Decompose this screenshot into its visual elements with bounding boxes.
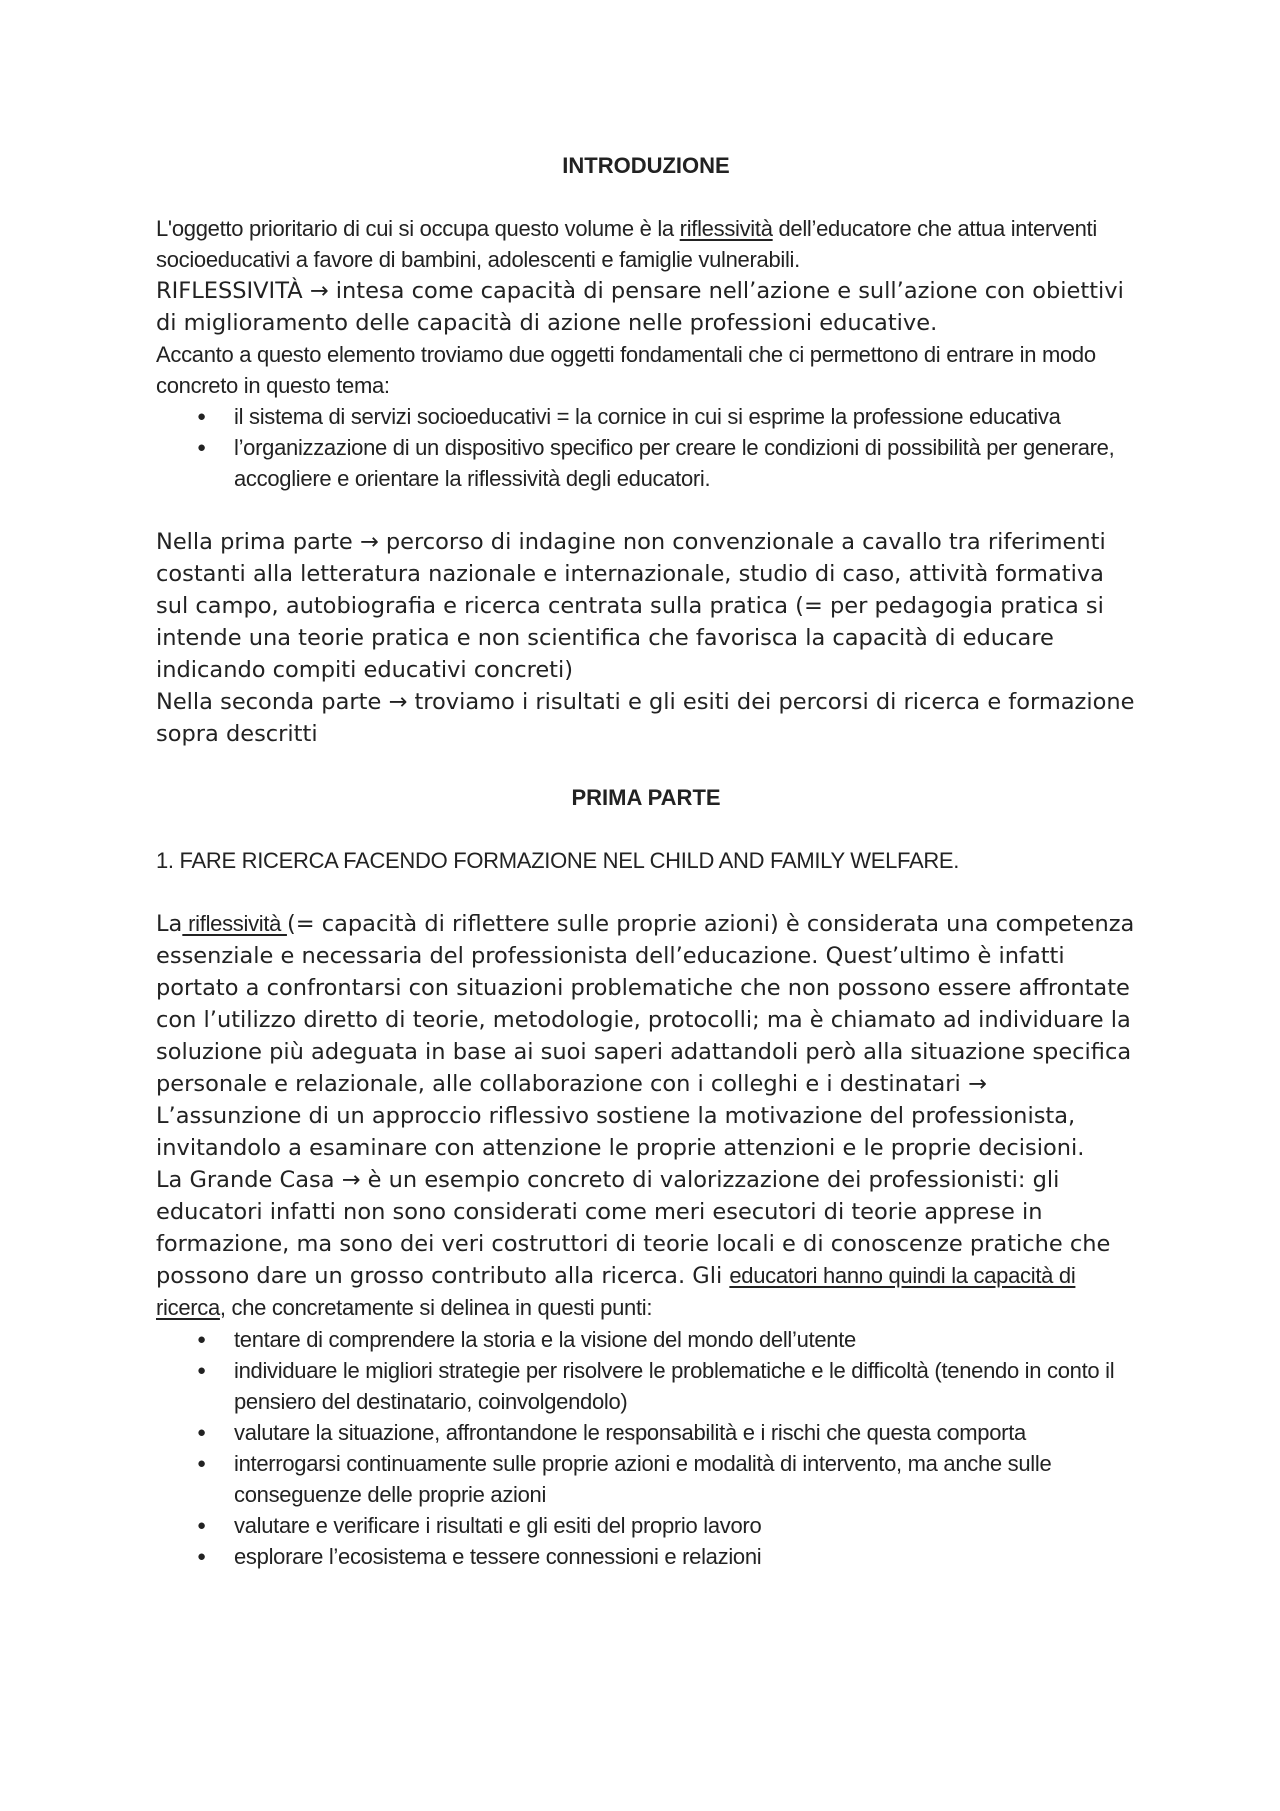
bullet-icon: ● xyxy=(197,1455,206,1472)
list-item xyxy=(156,401,1136,432)
part1-p1-text-b: (= capacità di riflettere sulle proprie azioni) è considerata una competenza essenziale e necessaria del professionista dell’educazione. Quest’ultimo è infatti portato a confrontarsi con situazioni problematiche che non possono essere affrontate con l’utilizzo diretto di teorie, metodologie, protocolli; ma è chiamato ad individuare la soluzione più adeguata in base ai suoi saperi adattandoli però alla situazione specifica personale e relazionale, alle collaborazione con i colleghi e i destinatari → L’assunzione di un approccio riflessivo sostiene la motivazione del professionista, invitandolo a esaminare con attenzione le proprie attenzioni e le proprie decisioni. xyxy=(156,911,1135,1161)
bullet-icon: ● xyxy=(197,1362,206,1379)
list-item-text: interrogarsi continuamente sulle proprie azioni e modalità di intervento, ma anche sulle conseguenze delle proprie azioni xyxy=(234,1451,1052,1507)
list-item xyxy=(156,1510,1136,1541)
list-item xyxy=(156,1324,1136,1355)
intro-bullet-list xyxy=(156,401,1136,494)
intro-paragraph-5: Nella seconda parte → troviamo i risultati e gli esiti dei percorsi di ricerca e formazione sopra descritti xyxy=(156,689,1135,747)
research-capacity-text: educatori hanno quindi la capacità di ricerca xyxy=(156,1263,1076,1320)
document-page xyxy=(156,150,1136,1572)
intro-paragraph-4: Nella prima parte → percorso di indagine non convenzionale a cavallo tra riferimenti costanti alla letteratura nazionale e internazionale, studio di caso, attività formativa sul campo, autobiografia e ricerca centrata sulla pratica (= per pedagogia pratica si intende una teorie pratica e non scientifica che favorisca la capacità di educare indicando compiti educativi concreti) xyxy=(156,529,1106,683)
part1-p2-text-b: , che concretamente si delinea in questi punti: xyxy=(219,1295,653,1320)
intro-paragraph-1 xyxy=(156,213,1136,275)
part1-p1-text-a: La xyxy=(156,911,183,937)
list-item-text: l’organizzazione di un dispositivo specifico per creare le condizioni di possibilità per generare, accogliere e orientare la riflessività degli educatori. xyxy=(234,435,1115,491)
bullet-icon: ● xyxy=(197,1517,206,1534)
reflexivity-term-text: riflessività xyxy=(182,911,287,936)
list-item xyxy=(156,432,1136,494)
list-item xyxy=(156,1448,1136,1510)
bullet-icon: ● xyxy=(197,408,206,425)
list-item-text: tentare di comprendere la storia e la visione del mondo dell’utente xyxy=(234,1327,856,1352)
part1-p2-text-a: La Grande Casa → è un esempio concreto di valorizzazione dei professionisti: gli educatori infatti non sono considerati come meri esecutori di teorie apprese in formazione, ma sono dei veri costruttori di teorie locali e di conoscenze pratiche che possono dare un grosso contributo alla ricerca. Gli xyxy=(156,1167,1111,1289)
bullet-icon: ● xyxy=(197,439,206,456)
list-item-text: valutare la situazione, affrontandone le responsabilità e i rischi che questa comporta xyxy=(234,1420,1026,1445)
list-item-text: esplorare l’ecosistema e tessere connessioni e relazioni xyxy=(234,1544,762,1569)
intro-paragraph-3: Accanto a questo elemento troviamo due oggetti fondamentali che ci permettono di entrare in modo concreto in questo tema: xyxy=(156,342,1096,398)
part1-paragraph-2 xyxy=(156,1164,1136,1324)
list-item xyxy=(156,1355,1136,1417)
intro-p1-text-b: dell’educatore che attua interventi socioeducativi a favore di bambini, adolescenti e famiglie vulnerabili. xyxy=(156,216,1097,272)
bullet-icon: ● xyxy=(197,1548,206,1565)
list-item xyxy=(156,1417,1136,1448)
intro-p1-text-a: L'oggetto prioritario di cui si occupa questo volume è la xyxy=(156,216,680,241)
list-item-text: il sistema di servizi socioeducativi = la cornice in cui si esprime la professione educativa xyxy=(234,404,1061,429)
intro-paragraph-2: RIFLESSIVITÀ → intesa come capacità di pensare nell’azione e sull’azione con obiettivi di miglioramento delle capacità di azione nelle professioni educative. xyxy=(156,278,1124,336)
reflexivity-link-text: riflessività xyxy=(679,216,773,241)
research-points-list xyxy=(156,1324,1136,1572)
list-item-text: individuare le migliori strategie per risolvere le problematiche e le difficoltà (tenendo in conto il pensiero del destinatario, coinvolgendolo) xyxy=(234,1358,1115,1414)
bullet-icon: ● xyxy=(197,1331,206,1348)
list-item xyxy=(156,1541,1136,1572)
intro-heading: INTRODUZIONE xyxy=(562,153,730,178)
part1-heading: PRIMA PARTE xyxy=(571,785,721,810)
bullet-icon: ● xyxy=(197,1424,206,1441)
list-item-text: valutare e verificare i risultati e gli esiti del proprio lavoro xyxy=(234,1513,762,1538)
part1-paragraph-1 xyxy=(156,908,1136,1164)
section-title: 1. FARE RICERCA FACENDO FORMAZIONE NEL CHILD AND FAMILY WELFARE. xyxy=(156,848,960,873)
